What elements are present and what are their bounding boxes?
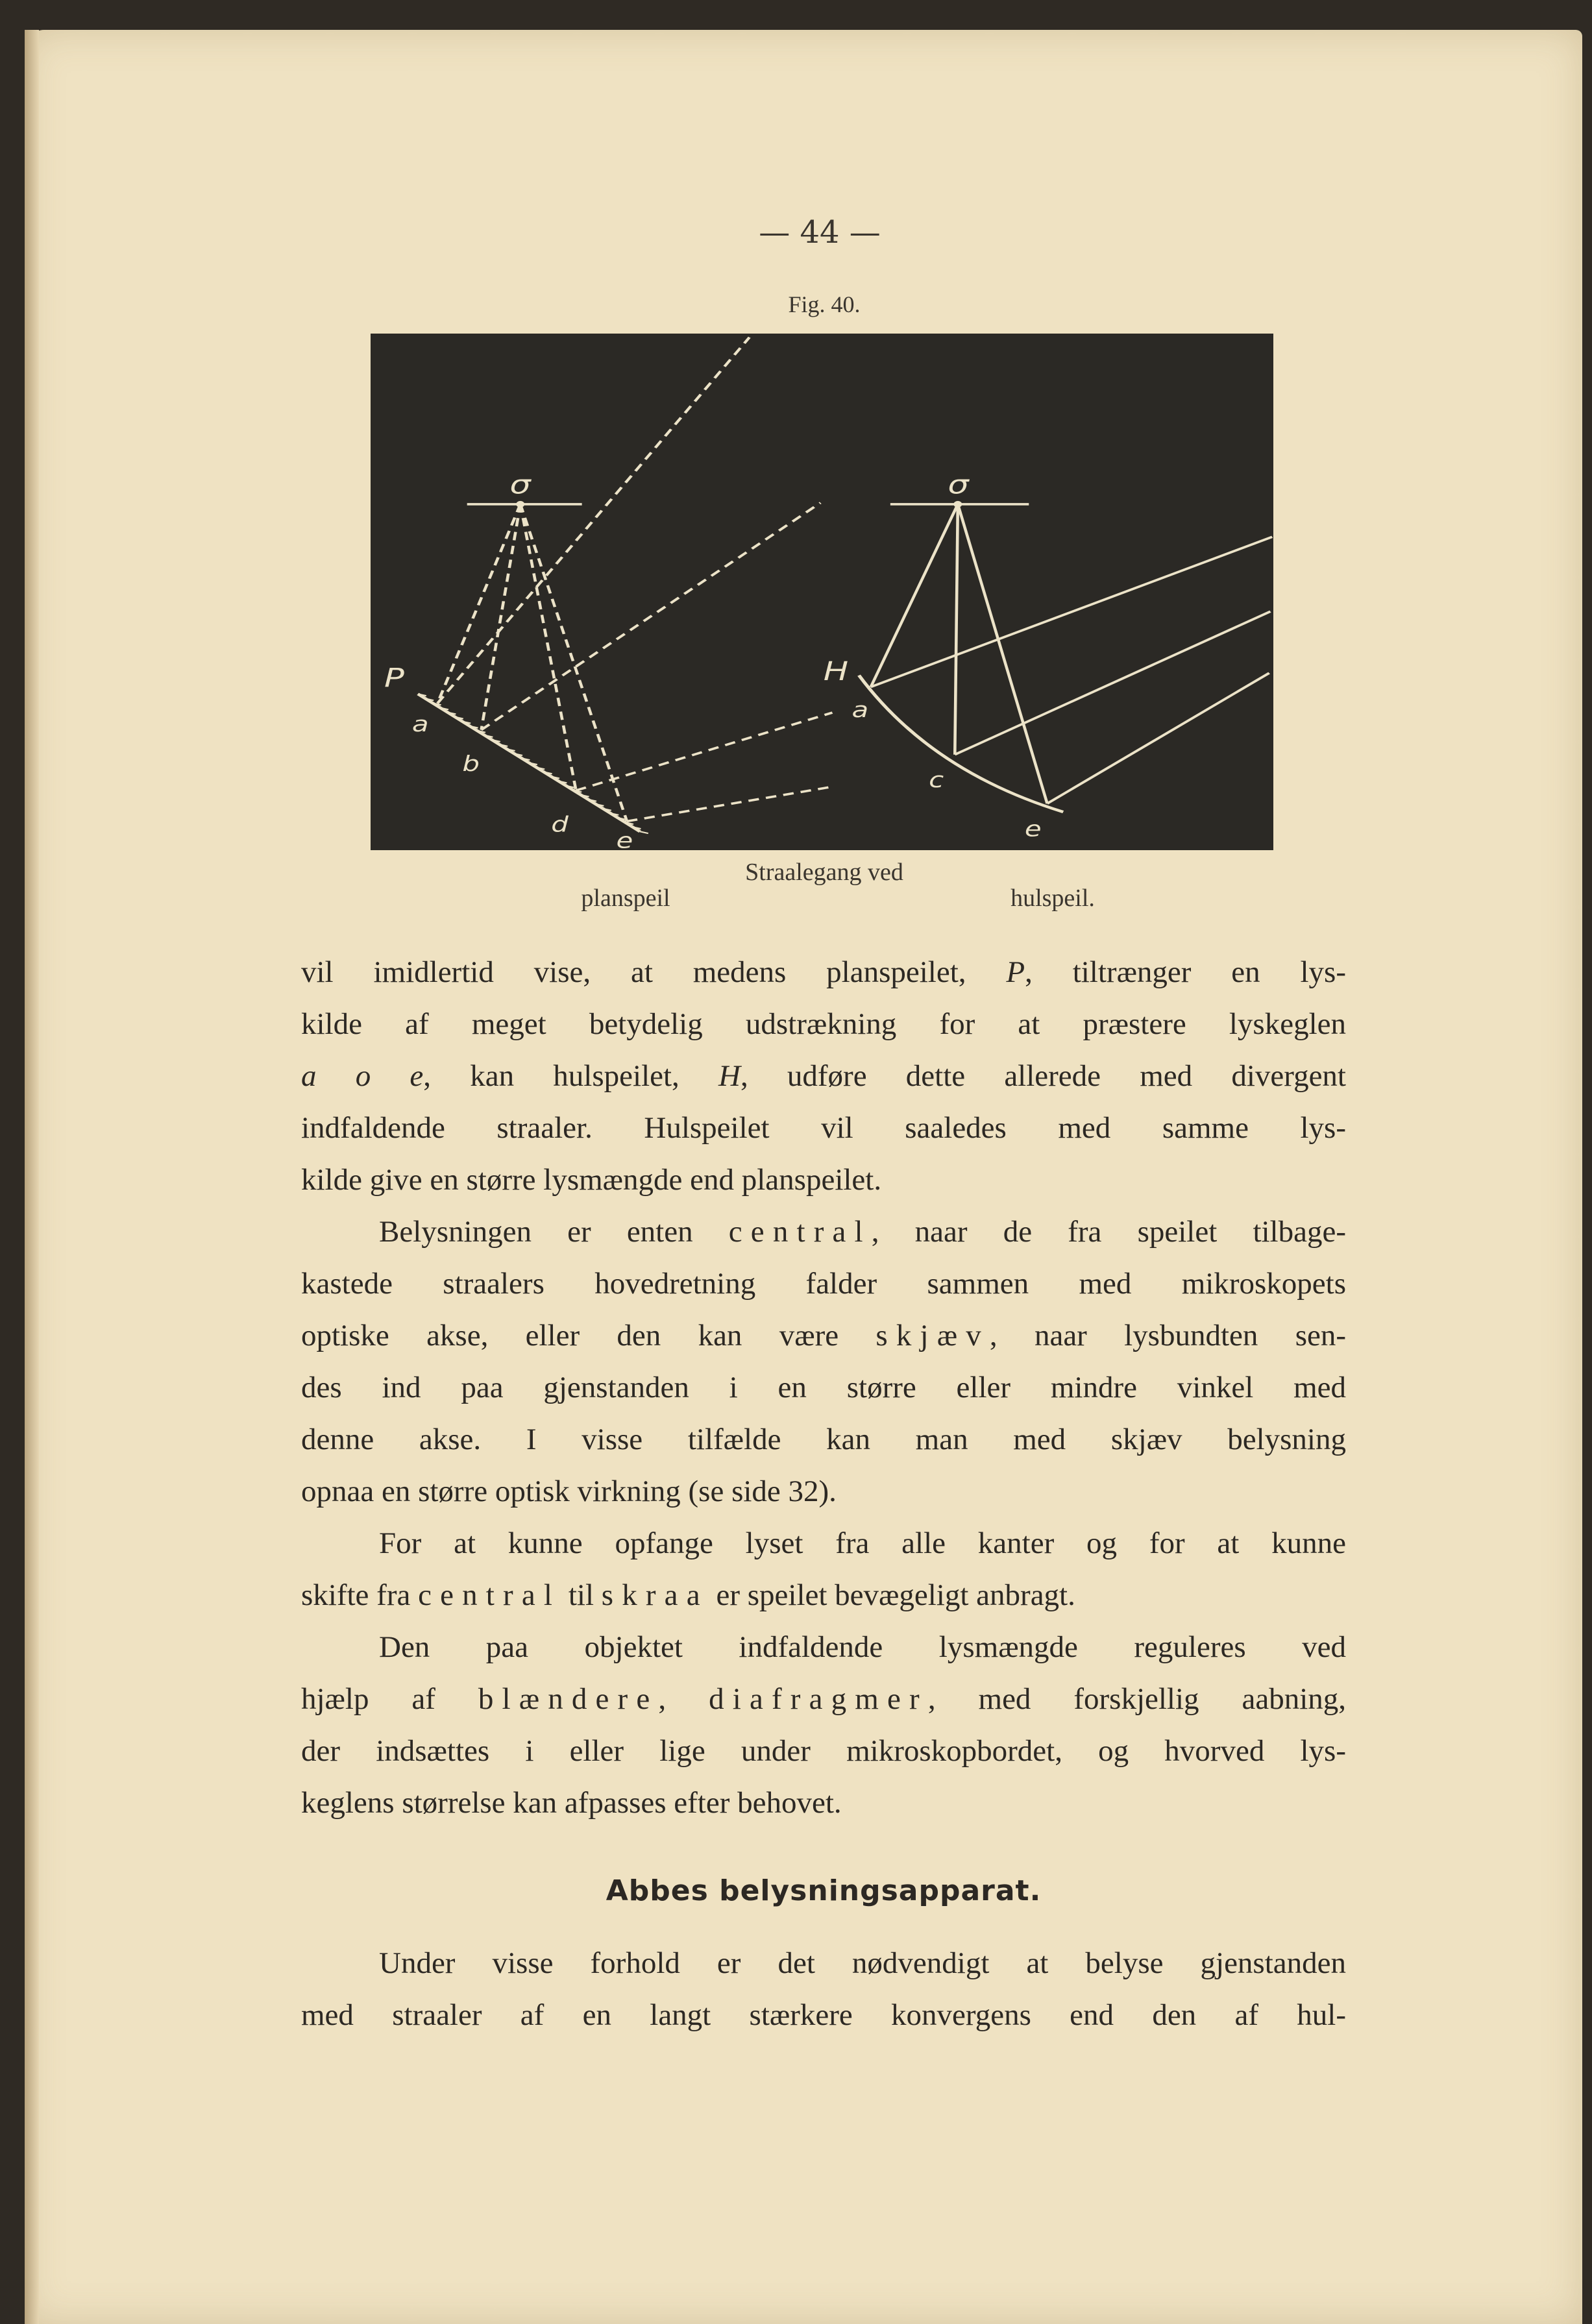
text-line [301,1777,1346,1829]
label-e-right: e [1024,816,1042,842]
paragraph-4 [301,1621,1346,1829]
caption-planspeil: planspeil [581,885,670,912]
text-segment: indfaldende straaler. Hulspeilet vil saaledes med samme lys- [301,1111,1346,1145]
text-line [301,1937,1346,1989]
text-segment: , udføre dette allerede med divergent [740,1059,1346,1093]
text-segment: med straaler af en langt stærkere konvergens end den af hul- [301,1998,1346,2032]
text-line [301,1989,1346,2041]
label-H: H [823,655,849,687]
text-line [301,1621,1346,1673]
text-line [301,1154,1346,1206]
text-segment: er speilet bevægeligt anbragt. [708,1578,1075,1612]
text-segment: Belysningen er enten [379,1215,729,1249]
text-line [301,1206,1346,1258]
label-b: b [462,751,480,776]
figure-40-diagram [371,334,1273,850]
text-segment: , med forskjellig aabning, [927,1682,1347,1716]
text-segment: central [418,1578,561,1612]
text-segment: Under visse forhold er det nødvendigt at belyse gjenstanden [379,1946,1346,1980]
label-d: d [551,811,569,837]
text-segment: kilde give en større lysmængde end planspeilet. [301,1163,882,1197]
text-segment: skraa [601,1578,709,1612]
text-segment: til [561,1578,602,1612]
text-segment: vil imidlertid vise, at medens planspeilet, [301,955,1007,989]
text-segment: keglens størrelse kan afpasses efter behovet. [301,1786,842,1820]
text-line [301,1517,1346,1569]
text-segment: diafragmer [709,1682,928,1716]
text-segment: skjæv [876,1319,990,1352]
text-segment: kastede straalers hovedretning falder sammen med mikroskopets [301,1267,1346,1301]
text-line [301,1673,1346,1725]
paragraph-3 [301,1517,1346,1621]
text-segment: optiske akse, eller den kan være [301,1319,876,1352]
text-segment: des ind paa gjenstanden i en større eller mindre vinkel med [301,1371,1346,1404]
text-line [301,1258,1346,1310]
text-line [301,1050,1346,1102]
text-segment: Den paa objektet indfaldende lysmængde reguleres ved [379,1630,1346,1664]
paragraph-2 [301,1206,1346,1517]
text-segment: H [718,1059,741,1093]
text-line [301,1413,1346,1465]
text-line [301,946,1346,998]
text-line [301,1102,1346,1154]
text-segment: blændere [478,1682,659,1716]
label-a-left: a [411,711,429,737]
page-number: — 44 — [759,214,881,251]
section-heading: Abbes belysningsapparat. [606,1874,1042,1907]
body-text-top [301,946,1346,1829]
text-line [301,998,1346,1050]
text-segment: skifte fra [301,1578,419,1612]
text-line [301,1310,1346,1362]
text-segment: opnaa en større optisk virkning (se side 32). [301,1474,837,1508]
caption-top: Straalegang ved [745,859,903,886]
label-o-left: σ [509,469,531,500]
caption-hulspeil: hulspeil. [1010,885,1095,912]
paragraph-5 [301,1937,1346,2041]
text-segment: , [658,1682,709,1716]
text-segment: a o e [301,1059,424,1093]
text-segment: , tiltrænger en lys- [1025,955,1346,989]
text-segment: central [728,1215,872,1249]
text-segment: denne akse. I visse tilfælde kan man med skjæv belysning [301,1423,1346,1456]
label-P: P [384,662,404,694]
text-segment: der indsættes i eller lige under mikroskopbordet, og hvorved lys- [301,1734,1346,1768]
text-segment: , naar de fra speilet tilbage- [871,1215,1346,1249]
label-a-right: a [851,697,869,723]
text-segment: , naar lysbundten sen- [989,1319,1346,1352]
text-segment: hjælp af [301,1682,478,1716]
figure-label: Fig. 40. [788,291,861,317]
text-line [301,1465,1346,1517]
label-c: c [929,767,944,792]
text-segment: For at kunne opfange lyset fra alle kanter og for at kunne [379,1526,1346,1560]
text-line [301,1725,1346,1777]
page-binding-edge [25,30,39,2324]
text-line [301,1569,1346,1621]
label-e-left: e [616,827,633,850]
paragraph-1 [301,946,1346,1206]
label-o-right: σ [948,469,969,500]
text-segment: P [1006,955,1025,989]
text-segment: , kan hulspeilet, [423,1059,718,1093]
text-line [301,1362,1346,1413]
text-segment: kilde af meget betydelig udstrækning for at præstere lyskeglen [301,1007,1346,1041]
body-text-bottom [301,1937,1346,2041]
